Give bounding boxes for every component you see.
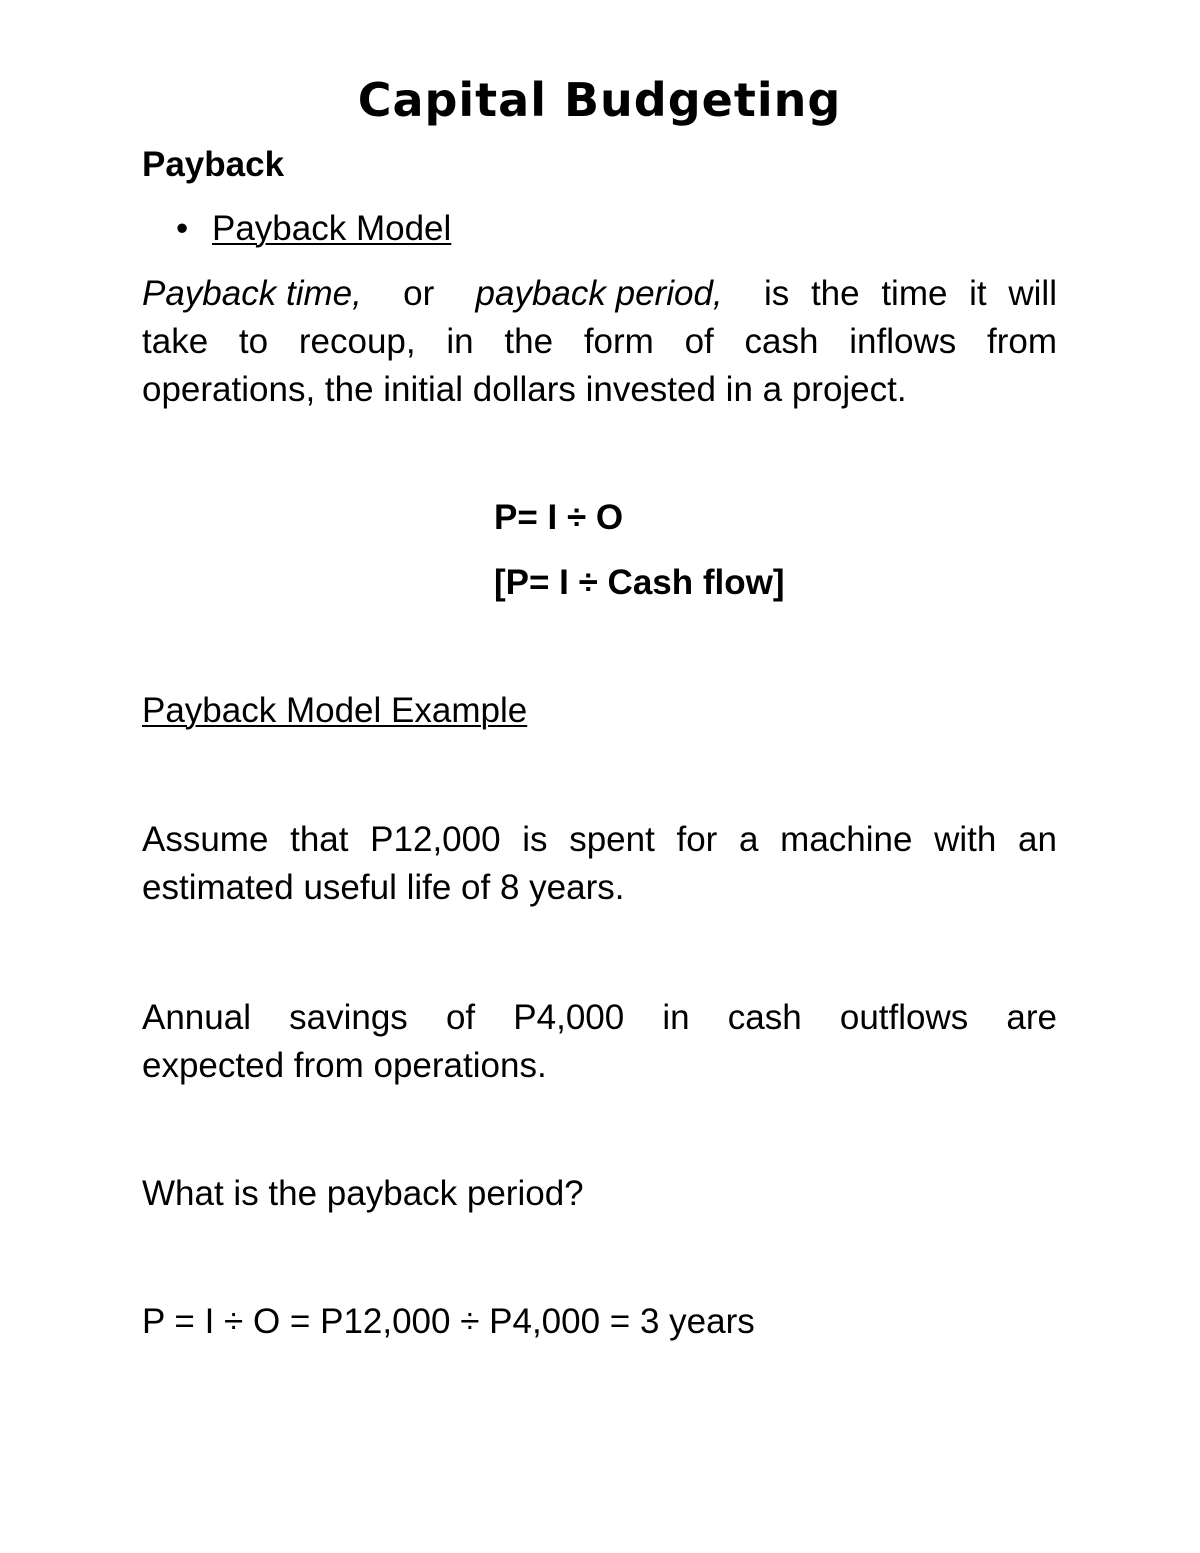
bullet-item bbox=[176, 207, 451, 251]
definition-line-1 bbox=[142, 270, 1057, 318]
definition-rest: is the time it will bbox=[763, 274, 1057, 313]
connector-word: or bbox=[403, 274, 435, 313]
assume-line-2: estimated useful life of 8 years. bbox=[142, 868, 625, 907]
definition-line-2: take to recoup, in the form of cash inflows from bbox=[142, 322, 1057, 361]
answer-text: P = I ÷ O = P12,000 ÷ P4,000 = 3 years bbox=[142, 1302, 755, 1341]
assume-line-1: Assume that P12,000 is spent for a machine with an bbox=[142, 820, 1057, 859]
document-title: Capital Budgeting bbox=[357, 73, 842, 127]
section-heading: Payback bbox=[142, 145, 285, 184]
definition-line-3: operations, the initial dollars invested in a project. bbox=[142, 370, 907, 409]
formula-cash-flow: [P= I ÷ Cash flow] bbox=[494, 563, 785, 602]
definition-paragraph bbox=[142, 270, 1057, 414]
bullet-icon: • bbox=[176, 209, 189, 248]
example-heading bbox=[142, 689, 527, 733]
term-payback-period: payback period, bbox=[475, 274, 723, 313]
bullet-text: Payback Model bbox=[212, 209, 452, 248]
formula-main: P= I ÷ O bbox=[494, 498, 624, 537]
savings-paragraph bbox=[142, 994, 1057, 1090]
assume-paragraph bbox=[142, 816, 1057, 912]
question-text: What is the payback period? bbox=[142, 1174, 584, 1213]
example-heading-text: Payback Model Example bbox=[142, 691, 528, 730]
document-page bbox=[142, 0, 1057, 1553]
savings-line-2: expected from operations. bbox=[142, 1046, 547, 1085]
term-payback-time: Payback time, bbox=[142, 274, 362, 313]
savings-line-1: Annual savings of P4,000 in cash outflows are bbox=[142, 998, 1057, 1037]
